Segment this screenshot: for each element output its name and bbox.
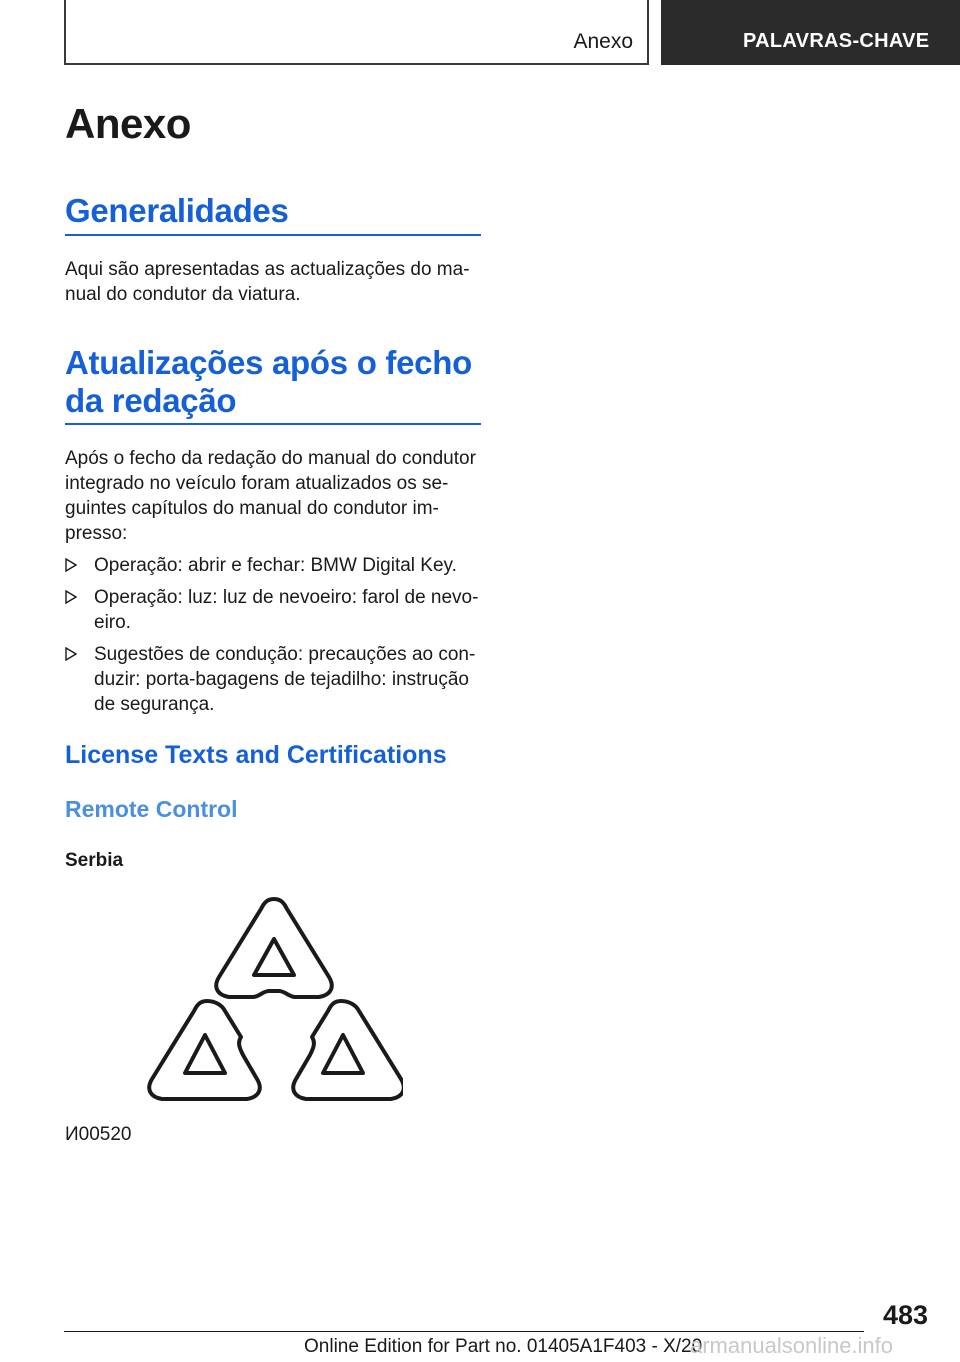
list-item-line: Sugestões de condução: precauções ao con‐ [94, 644, 476, 665]
triangle-bullet-icon [65, 558, 77, 572]
footer-divider [64, 1331, 864, 1332]
list-item [65, 585, 481, 635]
list-item-line: duzir: porta-bagagens de tejadilho: instrução [94, 669, 469, 690]
section-tab[interactable] [64, 0, 649, 65]
section-heading-atualizacoes [65, 344, 481, 425]
list-item [65, 553, 481, 578]
list-item-line: de segurança. [94, 694, 215, 715]
text-line: integrado no veículo foram atualizados os se‐ [65, 473, 449, 494]
certification-mark-icon [145, 893, 403, 1105]
subheading-remote-control: Remote Control [65, 796, 238, 822]
country-heading: Serbia [65, 850, 124, 871]
section-heading-license: License Texts and Certifications [65, 741, 447, 769]
edition-text: Online Edition for Part no. 01405A1F403 - X/20 [304, 1336, 703, 1357]
list-item-line: Operação: abrir e fechar: BMW Digital Key. [94, 555, 457, 576]
list-item-line: eiro. [94, 612, 131, 633]
text-line: presso: [65, 523, 128, 544]
text-line: Após o fecho da redação do manual do condutor [65, 448, 476, 469]
certification-code: И00520 [65, 1124, 132, 1145]
watermark: armanualsonline.info [690, 1333, 894, 1358]
keywords-tab-label: PALAVRAS-CHAVE [743, 30, 930, 52]
triangle-bullet-icon [65, 590, 77, 604]
list-item [65, 642, 481, 717]
chapter-title: Anexo [65, 100, 191, 147]
page-number: 483 [882, 1300, 928, 1330]
section-tab-label: Anexo [573, 30, 633, 53]
triangle-bullet-icon [65, 647, 77, 661]
heading-line: da redação [65, 382, 237, 419]
heading-line: Atualizações após o fecho [65, 344, 472, 381]
atualizacoes-intro [65, 446, 481, 546]
list-item-line: Operação: luz: luz de nevoeiro: farol de nevo‐ [94, 587, 479, 608]
section-heading-generalidades: Generalidades [65, 192, 481, 236]
text-line: Aqui são apresentadas as actualizações do ma‐ [65, 259, 470, 280]
keywords-tab[interactable] [661, 0, 960, 65]
text-line: guintes capítulos do manual do condutor im‐ [65, 498, 439, 519]
generalidades-text [65, 257, 481, 307]
text-line: nual do condutor da viatura. [65, 284, 301, 305]
